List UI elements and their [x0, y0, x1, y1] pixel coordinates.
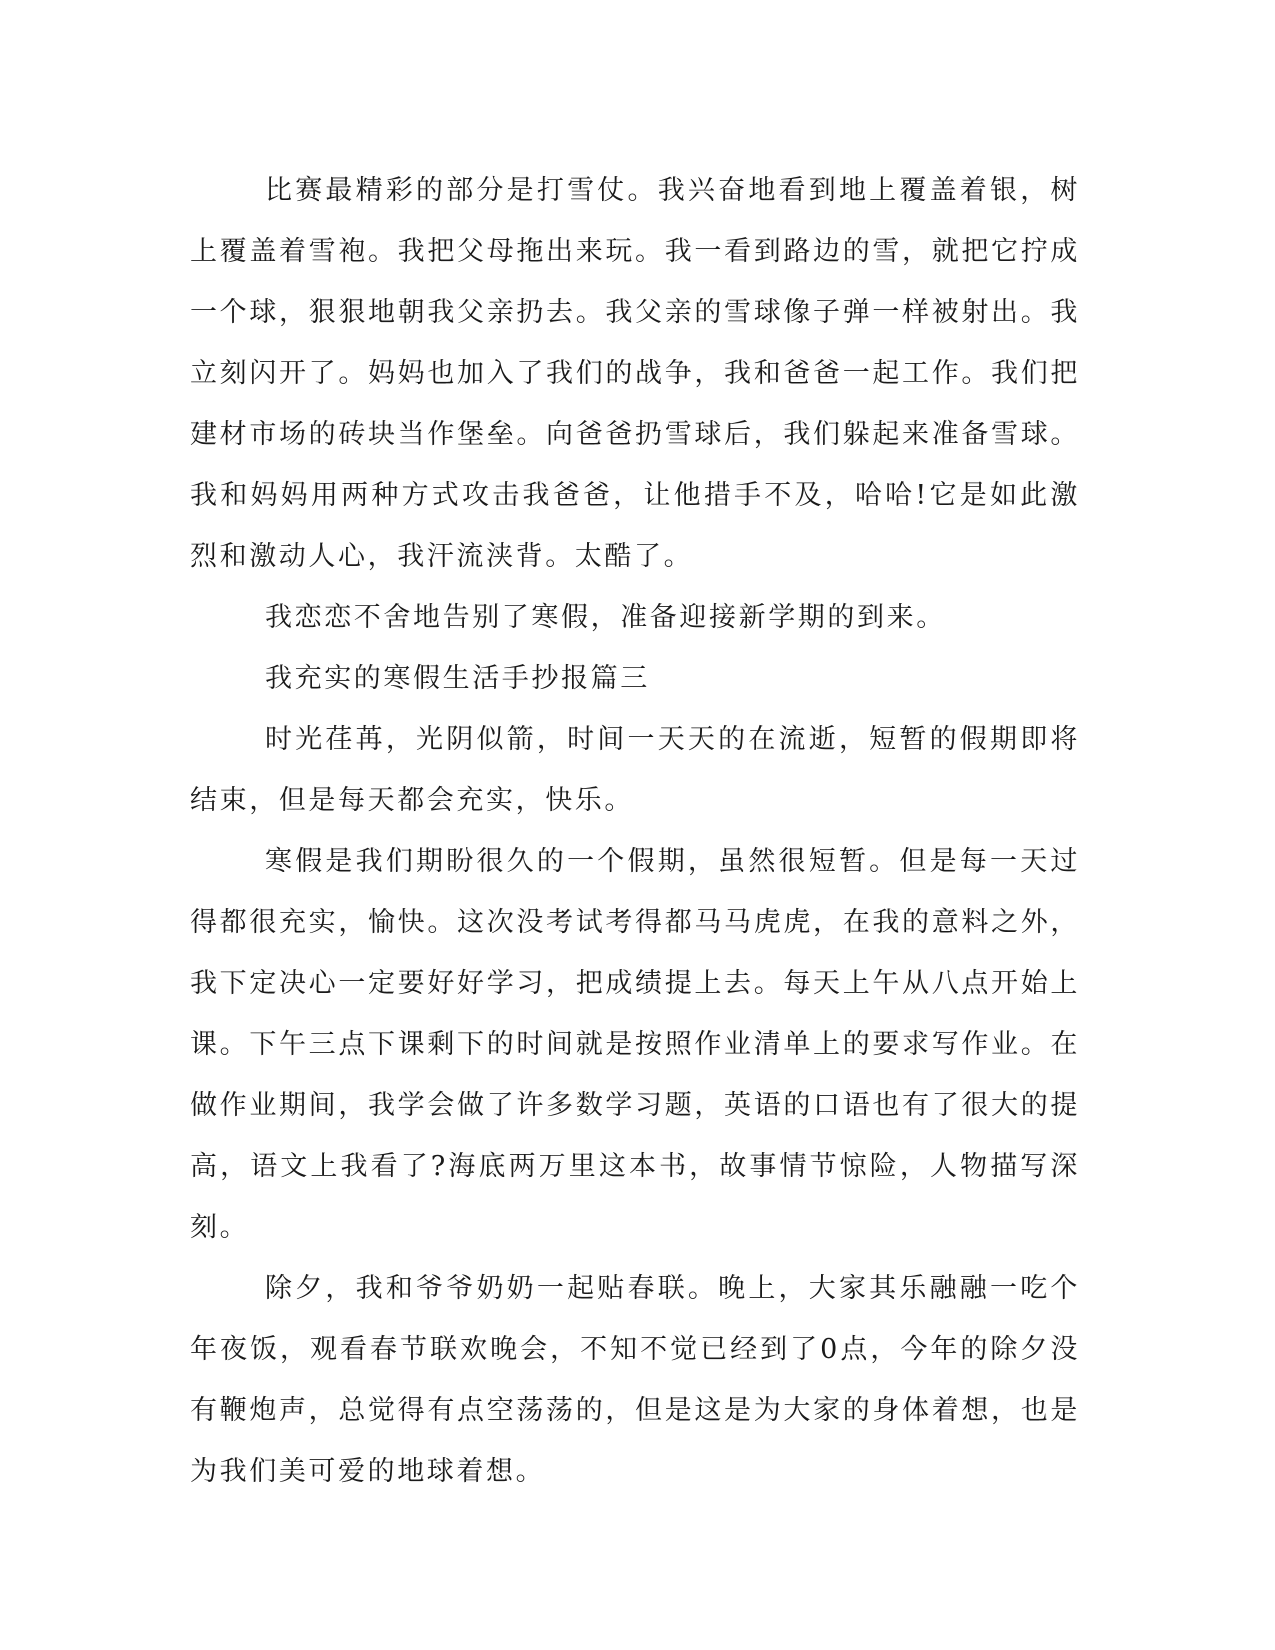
- document-body: [190, 160, 1080, 1502]
- section-heading: 我充实的寒假生活手抄报篇三: [265, 663, 650, 694]
- paragraph-winter-study: 寒假是我们期盼很久的一个假期，虽然很短暂。但是每一天过得都很充实，愉快。这次没考试考得都马马虎虎，在我的意料之外，我下定决心一定要好好学习，把成绩提上去。每天上午从八点开始上课。下午三点下课剩下的时间就是按照作业清单上的要求写作业。在做作业期间，我学会做了许多数学习题，英语的口语也有了很大的提高，语文上我看了?海底两万里这本书，故事情节惊险，人物描写深刻。: [190, 846, 1080, 1243]
- paragraph-time-flies: 时光荏苒，光阴似箭，时间一天天的在流逝，短暂的假期即将结束，但是每天都会充实，快乐。: [190, 724, 1080, 816]
- paragraph-farewell: 我恋恋不舍地告别了寒假，准备迎接新学期的到来。: [265, 602, 946, 633]
- paragraph-new-year-eve: 除夕，我和爷爷奶奶一起贴春联。晚上，大家其乐融融一吃个年夜饭，观看春节联欢晚会，不知不觉已经到了0点，今年的除夕没有鞭炮声，总觉得有点空荡荡的，但是这是为大家的身体着想，也是为我们美可爱的地球着想。: [190, 1273, 1080, 1487]
- paragraph-snowball-fight: 比赛最精彩的部分是打雪仗。我兴奋地看到地上覆盖着银，树上覆盖着雪袍。我把父母拖出来玩。我一看到路边的雪，就把它拧成一个球，狠狠地朝我父亲扔去。我父亲的雪球像子弹一样被射出。我立刻闪开了。妈妈也加入了我们的战争，我和爸爸一起工作。我们把建材市场的砖块当作堡垒。向爸爸扔雪球后，我们躲起来准备雪球。我和妈妈用两种方式攻击我爸爸，让他措手不及，哈哈!它是如此激烈和激动人心，我汗流浃背。太酷了。: [190, 175, 1080, 572]
